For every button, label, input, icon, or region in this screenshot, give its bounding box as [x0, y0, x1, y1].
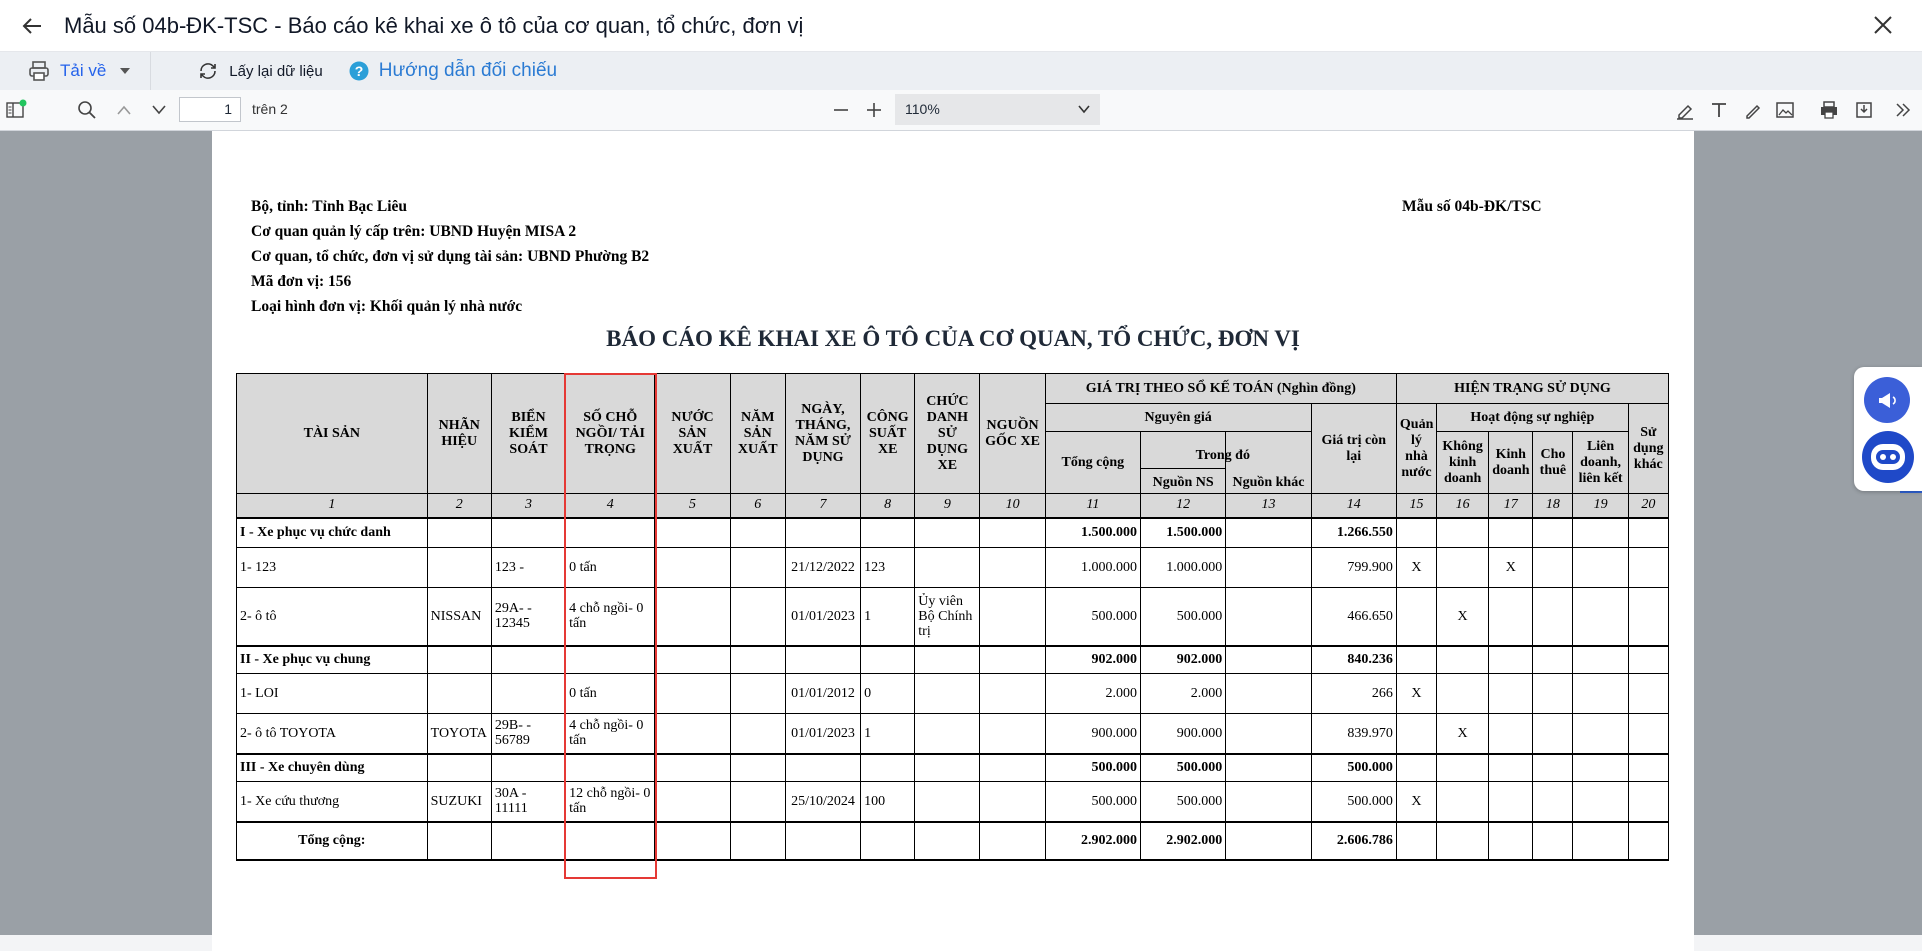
col-non-business: Không kinh doanh — [1437, 432, 1489, 494]
sidebar-toggle-icon[interactable] — [4, 98, 28, 122]
cell-total-cost: 1.000.000 — [1045, 548, 1140, 588]
col-num: 17 — [1489, 494, 1533, 518]
cell-state-budget: 1.000.000 — [1141, 548, 1226, 588]
highlight-icon[interactable] — [1673, 98, 1697, 122]
report-page — [212, 131, 1694, 951]
cell-state-budget: 500.000 — [1141, 754, 1226, 782]
header-line-using-unit: Cơ quan, tổ chức, đơn vị sử dụng tài sản: UBND Phường B2 — [251, 248, 650, 265]
header-line-superior-agency: Cơ quan quản lý cấp trên: UBND Huyện MISA 2 — [251, 223, 577, 240]
col-of-which: Trong đó — [1141, 448, 1305, 469]
pdf-viewer[interactable] — [0, 131, 1922, 935]
table-row — [237, 714, 1669, 754]
cell-seats: 4 chỗ ngồi- 0 tấn — [566, 588, 655, 646]
col-remaining-value: Giá trị còn lại — [1311, 404, 1396, 494]
col-num: 7 — [785, 494, 860, 518]
cell-remaining: 1.266.550 — [1311, 518, 1396, 548]
cell-title — [915, 714, 980, 754]
page-number-input[interactable]: 1 — [179, 97, 241, 122]
cell-plate: 29B- - 56789 — [491, 714, 565, 754]
pdf-toolbar — [0, 90, 1922, 131]
cell-use-date: 01/01/2023 — [785, 714, 860, 754]
cell-total-cost: 1.500.000 — [1045, 518, 1140, 548]
total-label: Tổng cộng: — [237, 822, 428, 860]
cell-remaining: 799.900 — [1311, 548, 1396, 588]
cell-business — [1489, 782, 1533, 822]
col-num: 9 — [915, 494, 980, 518]
zoom-out-icon[interactable] — [829, 98, 853, 122]
cell-power: 0 — [861, 674, 915, 714]
cell-remaining: 500.000 — [1311, 754, 1396, 782]
col-num: 15 — [1396, 494, 1436, 518]
chevron-down-icon — [1078, 94, 1090, 125]
cell-asset: 1- LOI — [237, 674, 428, 714]
cell-business — [1489, 674, 1533, 714]
col-num: 5 — [655, 494, 730, 518]
col-origin: NGUỒN GỐC XE — [980, 374, 1045, 494]
close-icon[interactable] — [1870, 12, 1896, 38]
cell-use-date: 01/01/2012 — [785, 674, 860, 714]
cell-non-business: X — [1437, 588, 1489, 646]
cell-plate: 29A- - 12345 — [491, 588, 565, 646]
cell-state-budget: 900.000 — [1141, 714, 1226, 754]
col-group-usage-status: HIỆN TRẠNG SỬ DỤNG — [1396, 374, 1668, 404]
report-header-info — [251, 194, 649, 319]
text-tool-icon[interactable] — [1707, 98, 1731, 122]
next-page-icon[interactable] — [147, 98, 171, 122]
cell-business: X — [1489, 548, 1533, 588]
previous-page-icon[interactable] — [112, 98, 136, 122]
cell-use-date: 21/12/2022 — [785, 548, 860, 588]
col-business: Kinh doanh — [1489, 432, 1533, 494]
header-line-unit-code: Mã đơn vị: 156 — [251, 273, 352, 290]
cell-state-management: X — [1396, 782, 1436, 822]
cell-power: 1 — [861, 714, 915, 754]
cell-brand: NISSAN — [427, 588, 491, 646]
cell-brand: SUZUKI — [427, 782, 491, 822]
cell-asset: 1- 123 — [237, 548, 428, 588]
action-bar — [0, 52, 1922, 90]
col-plate: BIỂN KIỂM SOÁT — [491, 374, 565, 494]
cell-use-date: 25/10/2024 — [785, 782, 860, 822]
cell-seats: 0 tấn — [566, 548, 655, 588]
download-button[interactable] — [28, 60, 130, 82]
total-remaining: 2.606.786 — [1311, 822, 1396, 860]
cell-non-business — [1437, 674, 1489, 714]
col-num: 2 — [427, 494, 491, 518]
assistant-panel — [1854, 367, 1922, 491]
cell-remaining: 266 — [1311, 674, 1396, 714]
cell-total-cost: 900.000 — [1045, 714, 1140, 754]
zoom-in-icon[interactable] — [862, 98, 886, 122]
divider — [150, 52, 151, 90]
col-num: 18 — [1533, 494, 1573, 518]
cell-asset: 1- Xe cứu thương — [237, 782, 428, 822]
cell-state-budget: 2.000 — [1141, 674, 1226, 714]
cell-total-cost: 902.000 — [1045, 646, 1140, 674]
zoom-value: 110% — [905, 101, 940, 117]
cell-business — [1489, 714, 1533, 754]
report-title: BÁO CÁO KÊ KHAI XE Ô TÔ CỦA CƠ QUAN, TỔ CHỨC, ĐƠN VỊ — [606, 326, 1300, 351]
header-line-ministry: Bộ, tỉnh: Tỉnh Bạc Liêu — [251, 198, 408, 215]
cell-non-business — [1437, 548, 1489, 588]
refresh-label: Lấy lại dữ liệu — [229, 62, 323, 80]
col-num: 11 — [1045, 494, 1140, 518]
col-total-cost: Tổng cộng — [1045, 432, 1140, 494]
col-career-activities: Hoạt động sự nghiệp — [1437, 404, 1629, 432]
cell-total-cost: 500.000 — [1045, 754, 1140, 782]
cell-state-budget: 902.000 — [1141, 646, 1226, 674]
cell-plate: 123 - — [491, 548, 565, 588]
image-icon[interactable] — [1773, 98, 1797, 122]
cell-non-business: X — [1437, 714, 1489, 754]
vehicle-report-table — [236, 373, 1669, 861]
col-state-budget-label: Nguồn NS — [1152, 475, 1214, 490]
col-num: 20 — [1628, 494, 1668, 518]
col-rental: Cho thuê — [1533, 432, 1573, 494]
total-state-budget: 2.902.000 — [1141, 822, 1226, 860]
cell-state-management — [1396, 714, 1436, 754]
group-name: II - Xe phục vụ chung — [237, 646, 428, 674]
cell-title — [915, 782, 980, 822]
group-row — [237, 754, 1669, 782]
caret-down-icon[interactable] — [120, 67, 130, 75]
table-row — [237, 588, 1669, 646]
table-row — [237, 548, 1669, 588]
draw-icon[interactable] — [1741, 98, 1765, 122]
cell-state-budget: 1.500.000 — [1141, 518, 1226, 548]
cell-seats: 4 chỗ ngồi- 0 tấn — [566, 714, 655, 754]
col-other-use: Sử dụng khác — [1628, 404, 1668, 494]
cell-total-cost: 500.000 — [1045, 782, 1140, 822]
save-icon[interactable] — [1852, 98, 1876, 122]
cell-state-management: X — [1396, 548, 1436, 588]
col-title: CHỨC DANH SỬ DỤNG XE — [915, 374, 980, 494]
reconcile-guide-link[interactable] — [349, 60, 557, 82]
assistant-bot-icon[interactable] — [1862, 431, 1914, 483]
cell-power: 123 — [861, 548, 915, 588]
cell-power: 100 — [861, 782, 915, 822]
zoom-select[interactable] — [895, 94, 1100, 125]
col-other-sources-label: Nguồn khác — [1232, 475, 1305, 490]
group-name: III - Xe chuyên dùng — [237, 754, 428, 782]
page-total: trên 2 — [252, 101, 288, 117]
cell-state-management — [1396, 588, 1436, 646]
col-brand: NHÃN HIỆU — [427, 374, 491, 494]
cell-remaining: 840.236 — [1311, 646, 1396, 674]
col-num: 1 — [237, 494, 428, 518]
cell-title — [915, 674, 980, 714]
col-asset: TÀI SẢN — [237, 374, 428, 494]
col-num: 16 — [1437, 494, 1489, 518]
window-title: Mẫu số 04b-ĐK-TSC - Báo cáo kê khai xe ô tô của cơ quan, tổ chức, đơn vị — [64, 12, 804, 38]
table-row — [237, 674, 1669, 714]
cell-brand — [427, 548, 491, 588]
col-num: 12 — [1141, 494, 1226, 518]
cell-seats: 12 chỗ ngồi- 0 tấn — [566, 782, 655, 822]
col-original-cost: Nguyên giá — [1045, 404, 1311, 432]
group-name: I - Xe phục vụ chức danh — [237, 518, 428, 548]
col-num: 4 — [566, 494, 655, 518]
group-row — [237, 518, 1669, 548]
search-icon[interactable] — [75, 98, 99, 122]
col-joint-venture: Liên doanh, liên kết — [1573, 432, 1628, 494]
cell-title — [915, 548, 980, 588]
form-code: Mẫu số 04b-ĐK/TSC — [1402, 198, 1542, 215]
col-state-budget — [1141, 432, 1250, 494]
cell-seats: 0 tấn — [566, 674, 655, 714]
cell-brand: TOYOTA — [427, 714, 491, 754]
col-num: 6 — [730, 494, 785, 518]
cell-total-cost: 2.000 — [1045, 674, 1140, 714]
title-bar — [0, 0, 1922, 52]
cell-total-cost: 500.000 — [1045, 588, 1140, 646]
refresh-icon — [197, 61, 219, 81]
cell-plate: 30A - 11111 — [491, 782, 565, 822]
cell-asset: 2- ô tô TOYOTA — [237, 714, 428, 754]
cell-plate — [491, 674, 565, 714]
col-use-date: NGÀY, THÁNG, NĂM SỬ DỤNG — [785, 374, 860, 494]
guide-label: Hướng dẫn đối chiếu — [378, 60, 558, 81]
header-line-unit-type: Loại hình đơn vị: Khối quản lý nhà nước — [251, 298, 523, 315]
col-num: 3 — [491, 494, 565, 518]
cell-remaining: 839.970 — [1311, 714, 1396, 754]
help-icon — [349, 61, 369, 81]
cell-asset: 2- ô tô — [237, 588, 428, 646]
col-country: NƯỚC SẢN XUẤT — [655, 374, 730, 494]
col-num: 13 — [1226, 494, 1311, 518]
cell-title: Ủy viên Bộ Chính trị — [915, 588, 980, 646]
printer-icon — [28, 60, 50, 82]
cell-brand — [427, 674, 491, 714]
cell-state-budget: 500.000 — [1141, 588, 1226, 646]
cell-remaining: 466.650 — [1311, 588, 1396, 646]
col-group-accounting-value: GIÁ TRỊ THEO SỔ KẾ TOÁN (Nghìn đồng) — [1045, 374, 1396, 404]
col-seats-load: SỐ CHỖ NGỒI/ TẢI TRỌNG — [566, 374, 655, 494]
cell-business — [1489, 588, 1533, 646]
cell-remaining: 500.000 — [1311, 782, 1396, 822]
col-num: 19 — [1573, 494, 1628, 518]
cell-power: 1 — [861, 588, 915, 646]
col-year: NĂM SẢN XUẤT — [730, 374, 785, 494]
group-row — [237, 646, 1669, 674]
col-state-management: Quản lý nhà nước — [1396, 404, 1436, 494]
col-num: 8 — [861, 494, 915, 518]
cell-state-management: X — [1396, 674, 1436, 714]
megaphone-icon[interactable] — [1864, 377, 1910, 423]
download-label: Tải về — [60, 61, 107, 80]
column-number-row — [237, 494, 1669, 518]
col-power: CÔNG SUẤT XE — [861, 374, 915, 494]
table-row — [237, 782, 1669, 822]
cell-state-budget: 500.000 — [1141, 782, 1226, 822]
total-cost: 2.902.000 — [1045, 822, 1140, 860]
col-num: 14 — [1311, 494, 1396, 518]
cell-use-date: 01/01/2023 — [785, 588, 860, 646]
back-arrow-icon[interactable] — [18, 12, 46, 40]
refresh-data-button[interactable] — [197, 61, 322, 81]
more-tools-icon[interactable] — [1891, 98, 1915, 122]
total-row — [237, 822, 1669, 860]
svg-text:?: ? — [354, 63, 364, 79]
cell-non-business — [1437, 782, 1489, 822]
col-num: 10 — [980, 494, 1045, 518]
print-icon[interactable] — [1817, 98, 1841, 122]
